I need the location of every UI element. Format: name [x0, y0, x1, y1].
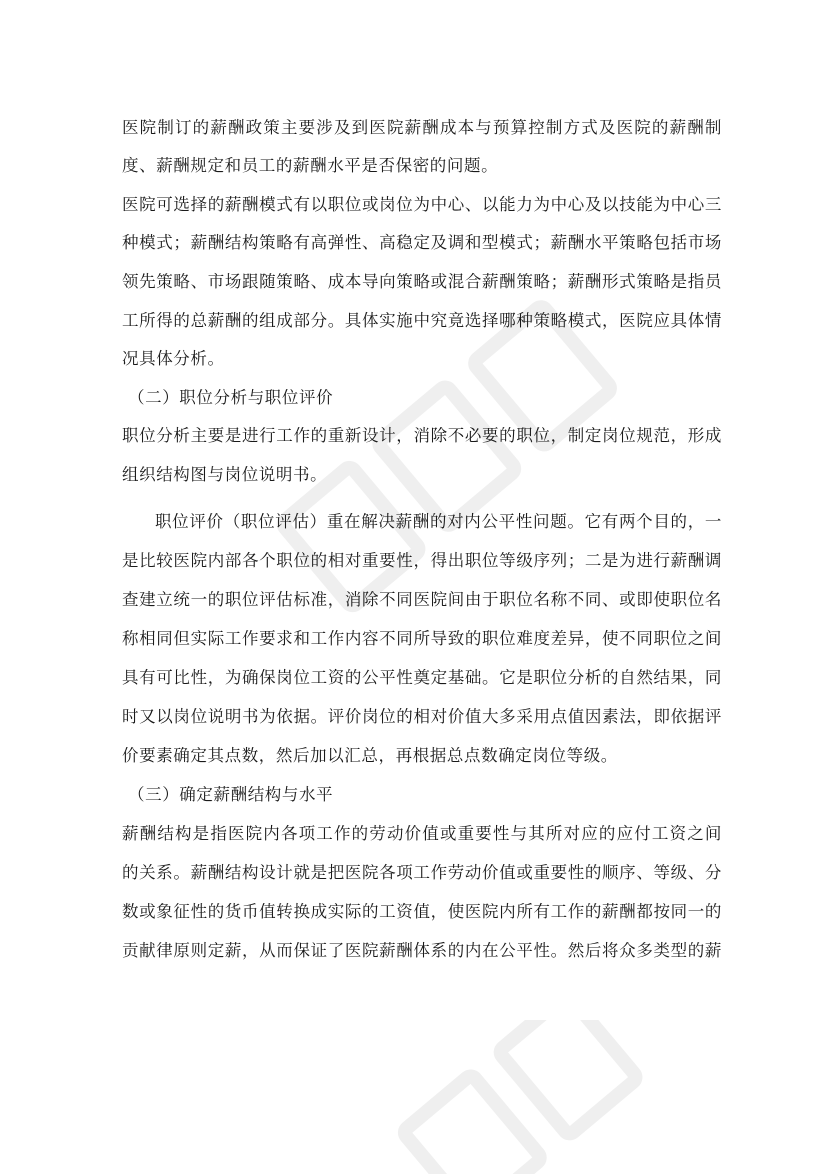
watermark-stamp-lower	[300, 1020, 720, 1174]
paragraph-line: 医院制订的薪酬政策主要涉及到医院薪酬成本与预算控制方式及医院的薪酬制	[122, 118, 722, 137]
paragraph-line: 称相同但实际工作要求和工作内容不同所导致的职位难度差异，使不同职位之间	[122, 629, 722, 648]
paragraph-line: 种模式；薪酬结构策略有高弹性、高稳定及调和型模式；薪酬水平策略包括市场	[122, 233, 722, 252]
paragraph-line: 工所得的总薪酬的组成部分。具体实施中究竟选择哪种策略模式，医院应具体情	[122, 311, 722, 330]
paragraph-line: 是比较医院内部各个职位的相对重要性，得出职位等级序列；二是为进行薪酬调	[122, 551, 722, 570]
paragraph-line: 贡献律原则定薪，从而保证了医院薪酬体系的内在公平性。然后将众多类型的薪	[122, 941, 722, 960]
paragraph-line: 价要素确定其点数，然后加以汇总，再根据总点数确定岗位等级。	[122, 746, 618, 765]
section-heading: （二）职位分析与职位评价	[128, 388, 334, 407]
paragraph-line: 组织结构图与岗位说明书。	[122, 465, 328, 484]
paragraph-line: 医院可选择的薪酬模式有以职位或岗位为中心、以能力为中心及以技能为中心三	[122, 195, 722, 214]
paragraph-line: 度、薪酬规定和员工的薪酬水平是否保密的问题。	[122, 156, 499, 175]
paragraph-line: 职位分析主要是进行工作的重新设计，消除不必要的职位，制定岗位规范，形成	[122, 426, 722, 445]
paragraph-line: 薪酬结构是指医院内各项工作的劳动价值或重要性与其所对应的应付工资之间	[122, 824, 722, 843]
paragraph-line: 查建立统一的职位评估标准，消除不同医院间由于职位名称不同、或即使职位名	[122, 590, 722, 609]
paragraph-line: 的关系。薪酬结构设计就是把医院各项工作劳动价值或重要性的顺序、等级、分	[122, 863, 722, 882]
paragraph-line: 况具体分析。	[122, 349, 225, 368]
paragraph-line: 数或象征性的货币值转换成实际的工资值，使医院内所有工作的薪酬都按同一的	[122, 902, 722, 921]
section-heading: （三）确定薪酬结构与水平	[128, 785, 334, 804]
paragraph-line: 领先策略、市场跟随策略、成本导向策略或混合薪酬策略；薪酬形式策略是指员	[122, 272, 722, 291]
paragraph-line: 时又以岗位说明书为依据。评价岗位的相对价值大多采用点值因素法，即依据评	[122, 707, 722, 726]
paragraph-line: 具有可比性，为确保岗位工资的公平性奠定基础。它是职位分析的自然结果，同	[122, 668, 722, 687]
paragraph-line: 职位评价（职位评估）重在解决薪酬的对内公平性问题。它有两个目的，一	[155, 512, 722, 531]
